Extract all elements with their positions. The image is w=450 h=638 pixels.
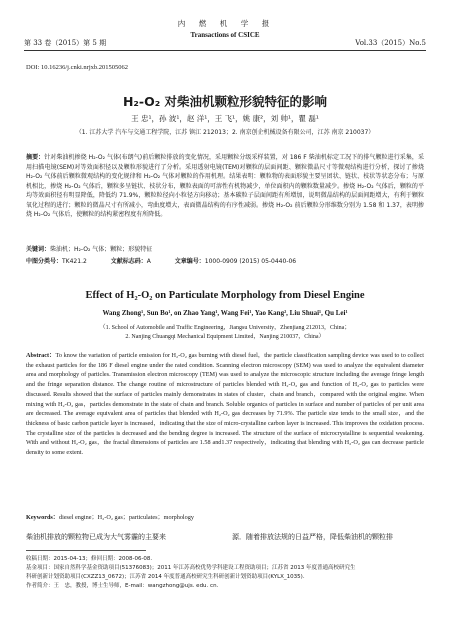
abstract-label-en: Abstract： [26,352,56,359]
affiliation-cn: （1. 江苏大学 汽车与交通工程学院，江苏 镇江 212013；2. 南京创企机械设备有限公司，江苏 南京 210037） [75,129,375,136]
footnote-author: 作者简介：王 忠，教授，博士生导师，E-mail：wangzhong@ujs. edu. cn． [26,583,223,589]
clc-label: 中图分类号： [26,258,63,265]
abstract-en [26,351,424,458]
footnote-fund: 基金项目：国家自然科学基金资助项目(51376083)；2011 年江苏高校优势学科建设工程资助项目；江苏省 2013 年度普通高校研究生 [26,565,356,571]
title-cn: H₂-O₂ 对柴油机颗粒形貌特征的影响 [122,94,328,109]
keywords-en [26,513,424,523]
keywords-label-en: Keywords： [26,514,59,521]
article-no-value: 1000-0909 (2015) 05-0440-06 [204,258,297,265]
affiliation-en-1: （1. School of Automobile and Traffic Engineering，Jiangsu University，Zhenjiang 212013，China； [99,325,351,331]
affiliation-en [0,324,450,342]
document-code [111,258,151,265]
abstract-text-cn: 针对柴油机掺烧 H₂-O₂ 气体(布朗气)前后颗粒排放的变化情况，采用颗粒分级采样装置，对 186 F 柴油机标定工况下的排气颗粒进行采集，采用扫描电镜(SEM)对等效面积径以及颗粒形貌进行了分析。采用透射电镜(TEM)对颗粒的层面间距、颗粒微晶尺寸等微观结构进行分析，探讨了掺烧 H₂-O₂ 气体前后颗粒微观结构的变化规律和 H₂-O₂ 气体对颗粒的作用机理。结果表明：颗粒物的表面形貌主要呈团状、链状、枝状等状态分布；与原机相比，掺烧 H₂-O₂ 气体后，颗粒多呈链状、枝状分布，颗粒表面的可溶性有机物减少，单位面积内的颗粒数量减少。掺烧 H₂-O₂ 气体后，颗粒的平均等效面积径有明显降低，降低约 71.9%，颗粒粒径向小粒径方向移动；基本碳粒子层面间距有所增加，说明微晶结构的层面间距增大，有利于颗粒氧化过程的进行；颗粒的微晶尺寸有所减小，弯曲度增大，表面微晶结构的有序性减弱。掺烧 H₂-O₂ 前后颗粒分形维数分别为 1.58 和 1.37，表明掺烧 H₂-O₂ 气体后，使颗粒的结构紧密程度有所降低。 [26,154,424,218]
header-volume: 第 33 卷（2015）第 5 期 [24,39,107,47]
keywords-label-cn: 关键词： [26,246,51,253]
abstract-label-cn: 摘要： [26,154,45,161]
journal-name-cn: 内 燃 机 学 报 [177,19,273,28]
keywords-text-en: diesel engine；H₂-O₂ gas；particulates；morphology [59,514,194,521]
footnote-received: 收稿日期：2015-04-13；修回日期：2008-06-08． [26,556,156,562]
abstract-cn [26,153,424,220]
journal-masthead [0,18,450,39]
keywords-cn [26,245,424,255]
keywords-text-cn: 柴油机；H₂-O₂ 气体；颗粒；形貌特征 [50,246,153,253]
footnote-divider [26,550,146,551]
abstract-text-en: To know the variation of particle emission for H₂-O₂ gas burning with diesel fuel，the particle classification sampling device was used to to collect the exhaust particles for the 186 F diesel engine under the rated condition. Scanning electron microscopy (SEM) was used to analyze the equivalent diameter area and morphology of particles. Transmission electron microscopy (TEM) was used to analyze the microscopic structure including the average fringe length and the fringe separation distance. The change routine of microstructure of particles blended with H₂-O₂ gas and function of H₂-O₂ gas to particles were discussed. Results showed that the surface of particles mainly demonstrates in states of cluster，chain and branch，compared with the original engine. When mixing with H₂-O₂ gas，particles demonstrate in the state of chain and branch. Soluble organics of particles in surface and number of particles of per unit area are decreased. The average equivalent area of particles that blended with H₂-O₂ gas decreases by 71.9%. The particle size tends to the small size，and the thickness of basic carbon particle layer is increased，indicating that the size of micro-crystalline carbon layer is increased. This improves the oxidation process. The crystalline size of the particles is decreased and the bending degree is increased. The structure of the surface of microcrystalline is sequential weakening. With and without H₂-O₂ gas，the fractal dimensions of particles are 1.58 and1.37 respectively，indicating that blending with H₂-O₂ gas can decrease particle density to some extent. [26,352,425,457]
authors-cn: 王 忠¹，孙 波¹，赵 洋¹，王 飞¹，姚 康²，刘 帅¹，瞿 磊¹ [131,114,319,123]
header-divider [24,50,426,51]
body-column-right: 源．随着排放法规的日益严格，降低柴油机的颗粒排 [232,533,393,541]
journal-name-en: Transactions of CSICE [190,31,260,39]
doc-code-label: 文献标志码： [110,258,147,265]
footnote-fund-cont: 科研创新计划资助项目(CXZZ13_0672)；江苏省 2014 年度普通高校研究生科研创新计划资助项目(KYLX_1035)． [26,574,309,580]
article-meta-cn [26,257,424,267]
clc-number [26,258,87,265]
footnotes [26,555,424,591]
clc-value: TK421.2 [62,258,87,265]
doi[interactable]: DOI: 10.16236/j.cnki.nrjxb.201505062 [26,64,129,71]
article-no-label: 文章编号： [174,258,205,265]
header-volume-en: Vol.33（2015）No.5 [355,39,426,47]
body-column-left: 柴油机排放的颗粒物已成为大气雾霾的主要来 [26,533,166,541]
doc-code-value: A [146,258,151,265]
article-number [175,258,296,265]
authors-en: Wang Zhong¹, Sun Bo¹, on Zhao Yang¹, Wang Fei¹, Yao Kang², Liu Shuai¹, Qu Lei¹ [102,309,348,317]
title-en: Effect of H₂-O₂ on Particulate Morphology from Diesel Engine [85,290,365,301]
affiliation-en-2: 2. Nanjing Chuangqi Mechanical Equipment Limited，Nanjing 210037，China） [125,334,325,340]
